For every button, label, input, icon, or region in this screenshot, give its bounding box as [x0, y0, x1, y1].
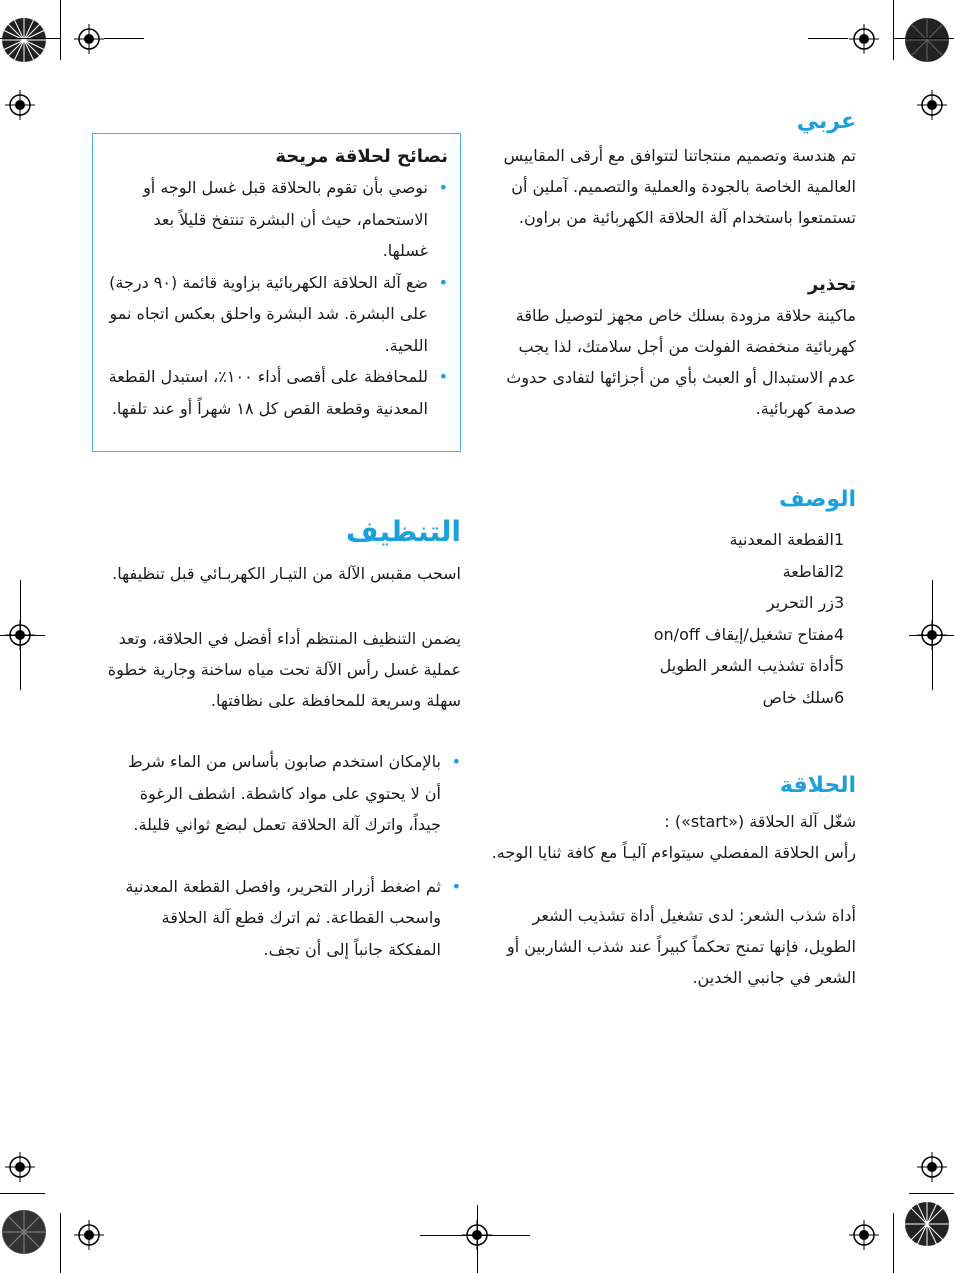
- star-target-icon: [0, 16, 48, 64]
- tips-heading: نصائح لحلاقة مريحة: [275, 146, 448, 167]
- shaving-start-text: شغّل آلة الحلاقة («start») :: [664, 812, 856, 831]
- intro-section: [486, 108, 856, 233]
- list-item: 6سلك خاص: [762, 687, 845, 707]
- tips-list: [105, 172, 448, 424]
- star-target-icon: [0, 1208, 48, 1256]
- registration-mark-icon: [5, 1152, 35, 1182]
- list-item: 4مفتاح تشغيل/إيقاف on/off: [653, 624, 845, 644]
- star-target-icon: [903, 16, 951, 64]
- bullet-icon: •: [451, 876, 461, 896]
- parts-list: [486, 524, 856, 713]
- list-item: • بالإمكان استخدم صابون بأساس من الماء شرط أن لا يحتوي على مواد كاشطة. اشطف الرغوة جيداً، واترك آلة الحلاقة تعمل لبضع ثواني قليلة.: [109, 746, 461, 841]
- cleaning-unplug-text: اسحب مقبس الآلة من التيـار الكهربـائي قبل تنظيفها.: [112, 564, 461, 583]
- registration-mark-icon: [5, 90, 35, 120]
- shaving-head-text: رأس الحلاقة المفصلي سيتواءم آليـاً مع كافة ثنايا الوجه.: [491, 843, 856, 862]
- list-item: • ضع آلة الحلاقة الكهربائية بزاوية قائمة (٩٠ درجة) على البشرة. شد البشرة واحلق بعكس اتجاه نمو اللحية.: [105, 267, 448, 362]
- shaving-section: [486, 772, 856, 993]
- registration-mark-icon: [917, 90, 947, 120]
- cleaning-regular-text: يضمن التنظيف المنتظم أداء أفضل في الحلاقة، وتعد عملية غسل رأس الآلة تحت مياه ساخنة وجارية خطوة سهلة وسريعة للمحافظة على نظافتها.: [107, 629, 461, 710]
- list-item: • للمحافظة على أقصى أداء ١٠٠٪، استبدل القطعة المعدنية وقطعة القص كل ١٨ شهراً أو عند تلفها.: [105, 361, 448, 424]
- registration-mark-icon: [74, 1220, 104, 1250]
- warning-section: [486, 272, 856, 424]
- registration-mark-icon: [849, 24, 879, 54]
- cleaning-list: [109, 746, 461, 965]
- list-item: 2القاطعة: [782, 561, 845, 581]
- shaving-heading: الحلاقة: [779, 773, 856, 798]
- cleaning-section: [92, 514, 461, 965]
- warning-heading: تحذير: [807, 274, 856, 295]
- bullet-icon: •: [451, 752, 461, 771]
- trimmer-text: أداة شذب الشعر: لدى تشغيل أداة تشذيب الشعر الطويل، فإنها تمنح تحكماً كبيراً عند شذب الشاربين أو الشعر في جانبي الخدين.: [507, 906, 856, 987]
- list-item: 3زر التحرير: [766, 593, 845, 612]
- tips-box: [92, 133, 461, 452]
- star-target-icon: [903, 1200, 951, 1248]
- registration-mark-icon: [74, 24, 104, 54]
- language-heading: عربي: [796, 109, 856, 134]
- bullet-icon: •: [438, 178, 448, 197]
- warning-text: ماكينة حلاقة مزودة بسلك خاص مجهز لتوصيل طاقة كهربائية منخفضة الفولت من أجل سلامتك، لذا يجب عدم الاستبدال أو العبث بأي من أجزائها لتفادى حدوث صدمة كهربائية.: [506, 306, 856, 418]
- registration-mark-icon: [849, 1220, 879, 1250]
- description-section: [486, 486, 856, 713]
- description-heading: الوصف: [778, 487, 856, 512]
- intro-text: تم هندسة وتصميم منتجاتنا لتتوافق مع أرقى المقاييس العالمية الخاصة بالجودة والعملية والتصميم. آملين أن تستمتعوا باستخدام آلة الحلاقة الكهربائية من براون.: [503, 146, 856, 227]
- list-item: • نوصي بأن تقوم بالحلاقة قبل غسل الوجه أو الاستحمام، حيث أن البشرة تنتفخ قليلاً بعد غسلها.: [105, 172, 448, 267]
- bullet-icon: •: [438, 272, 448, 292]
- list-item: 5أداة تشذيب الشعر الطويل: [659, 656, 845, 675]
- list-item: 1القطعة المعدنية: [729, 530, 845, 549]
- cleaning-heading: التنظيف: [345, 515, 461, 548]
- registration-mark-icon: [917, 1152, 947, 1182]
- list-item: • ثم اضغط أزرار التحرير، وافصل القطعة المعدنية واسحب القطاعة. ثم اترك قطع آلة الحلاقة المفككة جانباً إلى أن تجف.: [109, 871, 461, 966]
- bullet-icon: •: [438, 367, 448, 386]
